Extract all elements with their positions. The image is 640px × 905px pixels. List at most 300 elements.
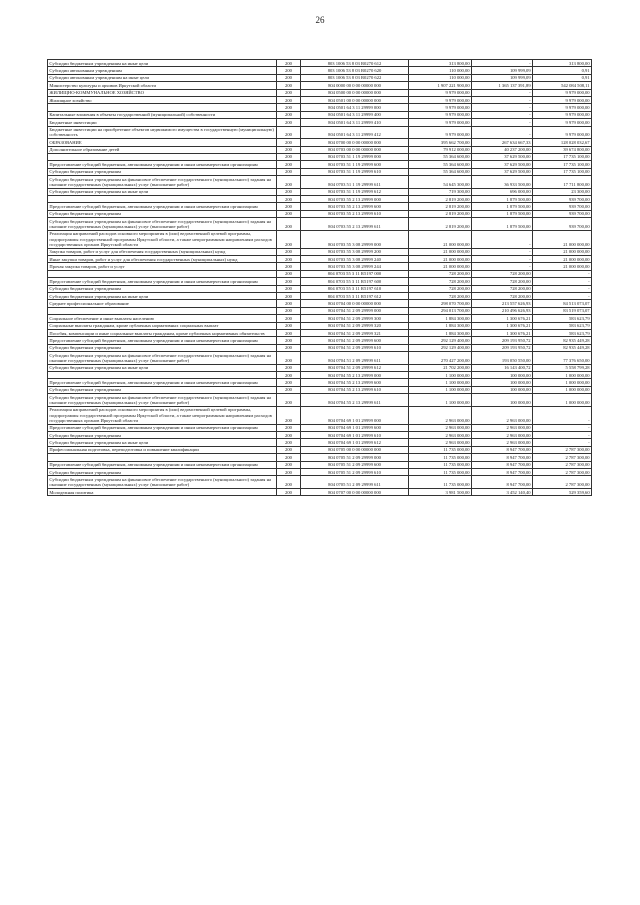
- row-executed: 1 300 676,21: [472, 329, 533, 336]
- row-executed: 728 200,00: [472, 285, 533, 292]
- row-unexecuted: 17 735 100,00: [533, 168, 592, 175]
- row-executed: 37 629 500,00: [472, 168, 533, 175]
- table-row: [48, 119, 592, 126]
- row-budget-code: 804 0704 55 2 13 29999 600: [301, 379, 409, 386]
- row-name: Предоставление субсидий бюджетным, автономным учреждениям и иным некоммерческим организациям: [48, 337, 277, 344]
- row-budget-code: 804 0704 69 1 01 29999 610: [301, 432, 409, 439]
- table-row: [48, 432, 592, 439]
- table-row: [48, 379, 592, 386]
- table-row: [48, 386, 592, 393]
- row-executed: -: [472, 263, 533, 270]
- row-unexecuted: 939 700,00: [533, 196, 592, 203]
- row-unexecuted: 21 000 000,00: [533, 230, 592, 248]
- row-executed: 193 050 550,00: [472, 352, 533, 365]
- table-row: [48, 329, 592, 336]
- row-unexecuted: 529 359,60: [533, 488, 592, 495]
- row-approved: 1 100 000,00: [409, 372, 472, 379]
- row-budget-code: 804 0703 55 3 08 29999 200: [301, 248, 409, 255]
- row-executed: 1 879 500,00: [472, 218, 533, 231]
- row-line-code: 200: [277, 168, 301, 175]
- row-name: Субсидии бюджетным учреждениям на иные цели: [48, 60, 277, 67]
- table-row: [48, 270, 592, 277]
- row-line-code: 200: [277, 218, 301, 231]
- row-executed: -: [472, 126, 533, 139]
- row-executed: 100 000,00: [472, 386, 533, 393]
- row-approved: 2 963 000,00: [409, 439, 472, 446]
- row-name: Предоставление субсидий бюджетным, автономным учреждениям и иным некоммерческим организациям: [48, 161, 277, 168]
- row-line-code: 200: [277, 248, 301, 255]
- row-line-code: 200: [277, 432, 301, 439]
- row-name: Профессиональная подготовка, переподготовка и повышение квалификации: [48, 446, 277, 453]
- row-approved: 728 200,00: [409, 270, 472, 277]
- table-row: [48, 153, 592, 160]
- row-name: Прочая закупка товаров, работ и услуг: [48, 263, 277, 270]
- row-unexecuted: -: [533, 285, 592, 292]
- row-line-code: 200: [277, 476, 301, 489]
- row-unexecuted: 17 711 800,00: [533, 176, 592, 189]
- row-budget-code: 804 0704 51 2 09 29999 610: [301, 344, 409, 351]
- row-line-code: 200: [277, 488, 301, 495]
- budget-execution-table: [47, 59, 592, 496]
- table-row: [48, 82, 592, 89]
- row-unexecuted: -: [533, 270, 592, 277]
- table-row: [48, 218, 592, 231]
- row-approved: 21 000 000,00: [409, 256, 472, 263]
- row-approved: 1 884 300,00: [409, 329, 472, 336]
- row-budget-code: 804 0000 00 0 00 00000 000: [301, 82, 409, 89]
- row-budget-code: 804 0501 00 0 00 00000 000: [301, 96, 409, 103]
- row-name: [48, 196, 277, 203]
- row-approved: 2 819 200,00: [409, 218, 472, 231]
- row-line-code: 200: [277, 446, 301, 453]
- table-row: [48, 488, 592, 495]
- row-name: Предоставление субсидий бюджетным, автономным учреждениям и иным некоммерческим организациям: [48, 203, 277, 210]
- row-name: Бюджетные инвестиции на приобретение объектов недвижимого имущества в государственную (муниципальную) собственность: [48, 126, 277, 139]
- row-budget-code: 804 0704 69 1 01 29999 000: [301, 406, 409, 424]
- row-approved: 54 645 300,00: [409, 176, 472, 189]
- row-budget-code: 804 0705 51 2 09 29999 000: [301, 454, 409, 461]
- row-unexecuted: 313 800,00: [533, 60, 592, 67]
- row-name: Субсидии автономным учреждениям на иные цели: [48, 74, 277, 81]
- row-approved: 79 912 000,00: [409, 146, 472, 153]
- row-line-code: 200: [277, 210, 301, 217]
- row-budget-code: 804 0703 51 1 19 29999 600: [301, 161, 409, 168]
- row-executed: -: [472, 104, 533, 111]
- row-executed: 209 193 950,72: [472, 337, 533, 344]
- row-unexecuted: 84 513 073,07: [533, 300, 592, 307]
- row-line-code: 200: [277, 153, 301, 160]
- row-line-code: 200: [277, 139, 301, 146]
- row-unexecuted: 21 000 000,00: [533, 248, 592, 255]
- row-approved: 728 200,00: [409, 285, 472, 292]
- row-executed: 728 200,00: [472, 292, 533, 299]
- row-name: Бюджетные инвестиции: [48, 119, 277, 126]
- row-line-code: 200: [277, 337, 301, 344]
- row-budget-code: 804 0703 55 3 08 29999 000: [301, 230, 409, 248]
- row-budget-code: 804 0703 55 2 13 29999 600: [301, 203, 409, 210]
- row-name: Предоставление субсидий бюджетным, автономным учреждениям и иным некоммерческим организациям: [48, 278, 277, 285]
- table-row: [48, 188, 592, 195]
- row-unexecuted: 583 623,79: [533, 322, 592, 329]
- table-row: [48, 146, 592, 153]
- row-line-code: 200: [277, 292, 301, 299]
- row-unexecuted: 5 558 799,28: [533, 364, 592, 371]
- table-row: [48, 230, 592, 248]
- row-budget-code: 804 0704 55 2 13 29999 610: [301, 386, 409, 393]
- row-executed: 16 143 400,72: [472, 364, 533, 371]
- row-executed: 109 999,09: [472, 67, 533, 74]
- row-approved: 9 979 000,00: [409, 104, 472, 111]
- row-budget-code: 804 0703 55 3 11 R5197 600: [301, 278, 409, 285]
- row-approved: 55 364 600,00: [409, 168, 472, 175]
- row-name: [48, 104, 277, 111]
- row-approved: 292 129 400,00: [409, 344, 472, 351]
- row-name: Пособия, компенсации и иные социальные выплаты гражданам, кроме публичных нормативных обязательств: [48, 329, 277, 336]
- row-unexecuted: -: [533, 432, 592, 439]
- row-budget-code: 804 0704 55 2 13 29999 611: [301, 394, 409, 407]
- row-approved: 395 662 700,00: [409, 139, 472, 146]
- table-row: [48, 111, 592, 118]
- row-line-code: 200: [277, 352, 301, 365]
- table-row: [48, 60, 592, 67]
- row-line-code: 200: [277, 278, 301, 285]
- row-unexecuted: 17 735 100,00: [533, 161, 592, 168]
- row-name: Предоставление субсидий бюджетным, автономным учреждениям и иным некоммерческим организациям: [48, 461, 277, 468]
- row-line-code: 200: [277, 89, 301, 96]
- row-name: Социальные выплаты гражданам, кроме публичных нормативных социальных выплат: [48, 322, 277, 329]
- row-name: Субсидии бюджетным учреждениям на финансовое обеспечение государственного (муниципального) задания на оказание государственных (муниципальных) услуг (выполнение работ): [48, 352, 277, 365]
- row-approved: 270 427 200,00: [409, 352, 472, 365]
- row-line-code: 200: [277, 176, 301, 189]
- row-name: Субсидии бюджетным учреждениям на иные цели: [48, 188, 277, 195]
- row-unexecuted: 939 700,00: [533, 210, 592, 217]
- row-line-code: 200: [277, 111, 301, 118]
- row-unexecuted: -: [533, 424, 592, 431]
- row-unexecuted: 21 000 000,00: [533, 263, 592, 270]
- row-line-code: 200: [277, 146, 301, 153]
- row-approved: 294 013 700,00: [409, 307, 472, 314]
- row-unexecuted: -: [533, 292, 592, 299]
- row-executed: 1 300 676,21: [472, 322, 533, 329]
- row-executed: -: [472, 96, 533, 103]
- row-approved: 728 200,00: [409, 278, 472, 285]
- row-approved: 2 819 200,00: [409, 196, 472, 203]
- table-row: [48, 322, 592, 329]
- table-row: [48, 248, 592, 255]
- row-unexecuted: 77 376 650,00: [533, 352, 592, 365]
- row-unexecuted: 1 000 000,00: [533, 372, 592, 379]
- row-executed: 36 933 500,00: [472, 176, 533, 189]
- row-name: Субсидии бюджетным учреждениям на иные цели: [48, 364, 277, 371]
- row-unexecuted: -: [533, 439, 592, 446]
- row-executed: 210 496 626,93: [472, 307, 533, 314]
- row-budget-code: 804 0501 64 3 11 29999 410: [301, 119, 409, 126]
- row-unexecuted: 0,91: [533, 67, 592, 74]
- row-approved: 21 702 200,00: [409, 364, 472, 371]
- row-executed: 2 963 000,00: [472, 439, 533, 446]
- table-body: [48, 60, 592, 496]
- table-row: [48, 468, 592, 475]
- row-executed: -: [472, 256, 533, 263]
- row-executed: -: [472, 119, 533, 126]
- row-name: Субсидии бюджетным учреждениям: [48, 210, 277, 217]
- row-approved: 728 200,00: [409, 292, 472, 299]
- row-unexecuted: 21 000 000,00: [533, 256, 592, 263]
- row-line-code: 200: [277, 344, 301, 351]
- row-unexecuted: 542 084 508,11: [533, 82, 592, 89]
- row-budget-code: 804 0703 55 3 11 R5197 610: [301, 285, 409, 292]
- row-line-code: 200: [277, 424, 301, 431]
- row-budget-code: 804 0703 51 1 19 29999 612: [301, 188, 409, 195]
- row-name: Субсидии бюджетным учреждениям на иные цели: [48, 292, 277, 299]
- row-executed: -: [472, 111, 533, 118]
- row-name: [48, 307, 277, 314]
- table-row: [48, 300, 592, 307]
- row-executed: 8 947 700,00: [472, 468, 533, 475]
- row-unexecuted: 583 623,79: [533, 329, 592, 336]
- row-executed: 2 963 000,00: [472, 432, 533, 439]
- row-approved: 3 981 500,00: [409, 488, 472, 495]
- table-row: [48, 406, 592, 424]
- row-line-code: 200: [277, 329, 301, 336]
- table-row: [48, 364, 592, 371]
- row-approved: 11 735 000,00: [409, 454, 472, 461]
- row-budget-code: 804 0704 51 2 09 29999 321: [301, 329, 409, 336]
- row-line-code: 200: [277, 315, 301, 322]
- table-row: [48, 454, 592, 461]
- row-unexecuted: 0,91: [533, 74, 592, 81]
- row-line-code: 200: [277, 82, 301, 89]
- row-budget-code: 804 0704 69 1 01 29999 612: [301, 439, 409, 446]
- row-unexecuted: 9 979 000,00: [533, 111, 592, 118]
- row-line-code: 200: [277, 67, 301, 74]
- row-unexecuted: 82 935 449,28: [533, 344, 592, 351]
- table-row: [48, 161, 592, 168]
- row-name: Субсидии бюджетным учреждениям на финансовое обеспечение государственного (муниципального) задания на оказание государственных (муниципальных) услуг (выполнение работ): [48, 218, 277, 231]
- row-approved: 9 979 000,00: [409, 119, 472, 126]
- row-line-code: 200: [277, 96, 301, 103]
- row-approved: 2 963 000,00: [409, 406, 472, 424]
- row-executed: 3 452 140,40: [472, 488, 533, 495]
- row-line-code: 200: [277, 196, 301, 203]
- row-budget-code: 804 0703 55 3 11 R5197 612: [301, 292, 409, 299]
- row-name: Субсидии бюджетным учреждениям на финансовое обеспечение государственного (муниципального) задания на оказание государственных (муниципальных) услуг (выполнение работ): [48, 394, 277, 407]
- row-approved: 2 963 000,00: [409, 424, 472, 431]
- row-approved: 21 000 000,00: [409, 263, 472, 270]
- table-row: [48, 89, 592, 96]
- row-unexecuted: 128 028 032,67: [533, 139, 592, 146]
- row-approved: 2 819 200,00: [409, 203, 472, 210]
- row-unexecuted: 2 787 300,00: [533, 468, 592, 475]
- row-name: [48, 372, 277, 379]
- row-line-code: 200: [277, 461, 301, 468]
- row-budget-code: 804 0704 51 2 09 29999 000: [301, 307, 409, 314]
- row-line-code: 200: [277, 263, 301, 270]
- row-line-code: 200: [277, 439, 301, 446]
- table-row: [48, 168, 592, 175]
- row-approved: 298 070 700,00: [409, 300, 472, 307]
- row-name: Субсидии бюджетным учреждениям: [48, 168, 277, 175]
- table-row: [48, 256, 592, 263]
- row-unexecuted: 17 735 100,00: [533, 153, 592, 160]
- row-approved: 110 000,00: [409, 74, 472, 81]
- table-row: [48, 263, 592, 270]
- table-row: [48, 278, 592, 285]
- row-line-code: 200: [277, 104, 301, 111]
- row-name: Социальное обеспечение и иные выплаты населению: [48, 315, 277, 322]
- row-unexecuted: 583 623,79: [533, 315, 592, 322]
- row-approved: 11 735 000,00: [409, 468, 472, 475]
- row-line-code: 200: [277, 270, 301, 277]
- row-name: Субсидии бюджетным учреждениям на финансовое обеспечение государственного (муниципального) задания на оказание государственных (муниципальных) услуг (выполнение работ): [48, 176, 277, 189]
- row-budget-code: 804 0704 69 1 01 29999 600: [301, 424, 409, 431]
- row-executed: 1 300 676,21: [472, 315, 533, 322]
- table-row: [48, 176, 592, 189]
- row-unexecuted: 23 300,00: [533, 188, 592, 195]
- row-name: Капитальные вложения в объекты государственной (муниципальной) собственности: [48, 111, 277, 118]
- row-executed: 100 000,00: [472, 379, 533, 386]
- row-executed: -: [472, 89, 533, 96]
- row-line-code: 200: [277, 119, 301, 126]
- table-row: [48, 126, 592, 139]
- table-row: [48, 74, 592, 81]
- row-budget-code: 804 0705 51 2 09 29999 600: [301, 461, 409, 468]
- row-name: Министерство культуры и архивов Иркутской области: [48, 82, 277, 89]
- row-name: [48, 454, 277, 461]
- row-line-code: 200: [277, 74, 301, 81]
- row-line-code: 200: [277, 300, 301, 307]
- row-executed: 8 947 700,00: [472, 461, 533, 468]
- row-budget-code: 804 0704 51 2 09 29999 320: [301, 322, 409, 329]
- row-budget-code: 804 0501 64 3 11 29999 412: [301, 126, 409, 139]
- table-row: [48, 292, 592, 299]
- row-executed: 213 557 626,93: [472, 300, 533, 307]
- table-row: [48, 67, 592, 74]
- row-unexecuted: 9 979 000,00: [533, 119, 592, 126]
- table-row: [48, 104, 592, 111]
- row-executed: 37 629 500,00: [472, 161, 533, 168]
- row-name: Субсидии бюджетным учреждениям: [48, 432, 277, 439]
- row-approved: 292 129 400,00: [409, 337, 472, 344]
- table-row: [48, 394, 592, 407]
- row-budget-code: 804 0703 55 3 11 R5197 000: [301, 270, 409, 277]
- row-budget-code: 804 0703 55 2 13 29999 000: [301, 196, 409, 203]
- row-executed: 100 000,00: [472, 394, 533, 407]
- row-approved: 11 735 000,00: [409, 446, 472, 453]
- row-unexecuted: 2 787 300,00: [533, 461, 592, 468]
- row-unexecuted: -: [533, 406, 592, 424]
- row-line-code: 200: [277, 230, 301, 248]
- row-unexecuted: 939 700,00: [533, 218, 592, 231]
- table-row: [48, 352, 592, 365]
- row-approved: 21 000 000,00: [409, 230, 472, 248]
- row-approved: 719 300,00: [409, 188, 472, 195]
- row-approved: 55 364 600,00: [409, 153, 472, 160]
- row-budget-code: 804 0700 00 0 00 00000 000: [301, 139, 409, 146]
- row-executed: 209 193 950,72: [472, 344, 533, 351]
- row-budget-code: 804 0703 55 3 08 29999 240: [301, 256, 409, 263]
- row-name: Субсидии автономным учреждениям: [48, 67, 277, 74]
- row-budget-code: 804 0501 64 3 11 29999 400: [301, 111, 409, 118]
- row-budget-code: 804 0704 55 2 13 29999 000: [301, 372, 409, 379]
- table-row: [48, 196, 592, 203]
- row-name: Субсидии бюджетным учреждениям: [48, 386, 277, 393]
- row-unexecuted: 83 519 073,07: [533, 307, 592, 314]
- row-executed: 8 947 700,00: [472, 454, 533, 461]
- row-approved: 11 735 000,00: [409, 461, 472, 468]
- table-row: [48, 337, 592, 344]
- row-line-code: 200: [277, 322, 301, 329]
- row-executed: -: [472, 248, 533, 255]
- row-approved: 110 000,00: [409, 67, 472, 74]
- row-line-code: 200: [277, 372, 301, 379]
- row-unexecuted: 9 979 000,00: [533, 126, 592, 139]
- row-unexecuted: 2 787 300,00: [533, 446, 592, 453]
- row-budget-code: 803 1006 53 8 03 R0270 622: [301, 74, 409, 81]
- row-executed: 37 629 500,00: [472, 153, 533, 160]
- row-unexecuted: 1 000 000,00: [533, 386, 592, 393]
- row-budget-code: 804 0703 55 3 08 29999 244: [301, 263, 409, 270]
- table-row: [48, 315, 592, 322]
- row-line-code: 200: [277, 394, 301, 407]
- row-budget-code: 804 0705 00 0 00 00000 000: [301, 446, 409, 453]
- row-approved: 9 979 000,00: [409, 89, 472, 96]
- row-budget-code: 804 0704 51 2 09 29999 600: [301, 337, 409, 344]
- row-budget-code: 804 0501 64 3 11 29999 000: [301, 104, 409, 111]
- table-row: [48, 203, 592, 210]
- table-row: [48, 139, 592, 146]
- table-row: [48, 210, 592, 217]
- row-unexecuted: 39 674 800,00: [533, 146, 592, 153]
- row-line-code: 200: [277, 454, 301, 461]
- page-number: 26: [315, 15, 325, 25]
- row-executed: 100 000,00: [472, 372, 533, 379]
- row-budget-code: 804 0703 51 1 19 29999 000: [301, 153, 409, 160]
- row-executed: 8 947 700,00: [472, 476, 533, 489]
- row-executed: 40 237 200,00: [472, 146, 533, 153]
- row-approved: 313 800,00: [409, 60, 472, 67]
- row-name: Субсидии бюджетным учреждениям: [48, 468, 277, 475]
- row-name: Реализация направлений расходов основного мероприятия в (или) ведомственной целевой программы, подпрограммы государственной программы Иркутской области, а также непрограммным направлениям расходов государственных органов Иркутской области: [48, 406, 277, 424]
- row-name: Среднее профессиональное образование: [48, 300, 277, 307]
- row-executed: -: [472, 60, 533, 67]
- row-approved: 9 979 000,00: [409, 111, 472, 118]
- row-name: Субсидии бюджетным учреждениям на финансовое обеспечение государственного (муниципального) задания на оказание государственных (муниципальных) услуг (выполнение работ): [48, 476, 277, 489]
- row-unexecuted: 9 979 000,00: [533, 104, 592, 111]
- row-unexecuted: 9 979 000,00: [533, 96, 592, 103]
- row-approved: 1 907 221 900,00: [409, 82, 472, 89]
- row-name: ЖИЛИЩНО-КОММУНАЛЬНОЕ ХОЗЯЙСТВО: [48, 89, 277, 96]
- row-unexecuted: 2 787 300,00: [533, 454, 592, 461]
- row-executed: 109 999,09: [472, 74, 533, 81]
- row-unexecuted: -: [533, 278, 592, 285]
- row-line-code: 200: [277, 161, 301, 168]
- row-executed: 728 200,00: [472, 270, 533, 277]
- row-approved: 9 979 000,00: [409, 96, 472, 103]
- row-budget-code: 803 1006 53 8 03 R0270 620: [301, 67, 409, 74]
- row-unexecuted: 9 979 000,00: [533, 89, 592, 96]
- row-executed: 1 879 500,00: [472, 203, 533, 210]
- row-approved: 1 100 000,00: [409, 386, 472, 393]
- row-name: [48, 270, 277, 277]
- row-approved: 21 000 000,00: [409, 248, 472, 255]
- row-line-code: 200: [277, 256, 301, 263]
- row-executed: 2 963 000,00: [472, 406, 533, 424]
- row-approved: 9 979 000,00: [409, 126, 472, 139]
- row-executed: 1 879 500,00: [472, 196, 533, 203]
- table-row: [48, 439, 592, 446]
- row-unexecuted: 2 787 300,00: [533, 476, 592, 489]
